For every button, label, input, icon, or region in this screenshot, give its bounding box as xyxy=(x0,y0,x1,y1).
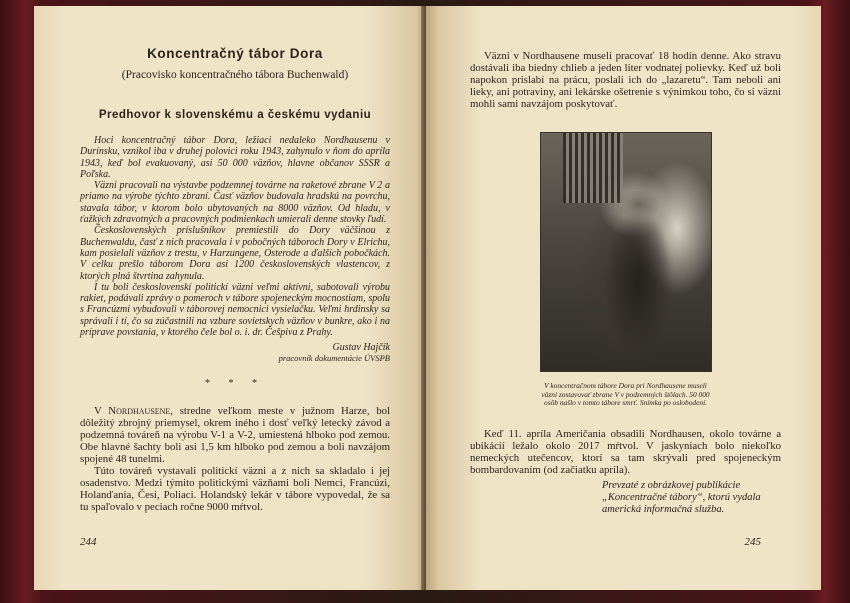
body-text xyxy=(80,405,390,513)
foreword-paragraph: Väzni pracovali na výstavbe podzemnej továrne na raketové zbrane V 2 a priamo na výrobe týchto zbraní. Časť väzňov budovala hradskú na povrchu, stavala tábor, v ktorom bolo ubytovaných na 8000 väzňov. Od hladu, v ťažkých zdravotných a pracovných podmienkach umierali denne stovky ľudí. xyxy=(80,180,390,226)
signature-role: pracovník dokumentácie ÚVSPB xyxy=(278,353,390,364)
chapter-subtitle: (Pracovisko koncentračného tábora Buchenwald) xyxy=(121,69,349,81)
body-paragraph: Väzni v Nordhausene museli pracovať 18 hodín denne. Ako stravu dostávali iba biedny chlieb a jeden liter vodnatej polievky. Keď už boli napokon prislabí na prácu, poslali ich do „lazaretu“. Tam neboli ani lieky, ani potraviny, ani lekárske ošetrenie s výnimkou toho, čo si väzni mohli sami navzájom poskytovať. xyxy=(470,50,781,110)
prisoner-photo xyxy=(540,132,712,372)
foreword-paragraph: I tu boli československí politickí väzni veľmi aktívni, sabotovali výrobu rakiet, podávali zprávy o pomeroch v tábore spojeneckým mocnostiam, spolu s Francúzmi vybudovali v táborovej nemocnici vysielačku. Veľmi hrdinsky sa správali i tí, čo sa zúčastnili na vzbure sovietskych väzňov v bunkre, ako i na príprave povstania, v ktorého čele bol o. i. dr. Češpiva z Prahy. xyxy=(80,281,390,339)
body-prefix: V xyxy=(94,405,102,418)
body-paragraph: Túto továreň vystavali politickí väzni a z nich sa skladalo i jej osadenstvo. Medzi týmito politickými väzňami boli Nemci, Francúzi, Holanďania, Česi, Poliaci. Holandský lekár v tábore vypovedal, že sa tu spaľovalo v peciach ročne 9000 mŕtvol. xyxy=(80,465,390,514)
chapter-title: Koncentračný tábor Dora xyxy=(147,46,323,61)
signature-name: Gustav Hajčík xyxy=(332,342,390,354)
foreword-heading: Predhovor k slovenskému a českému vydaniu xyxy=(98,109,372,121)
foreword-text xyxy=(80,135,390,338)
right-body-bottom xyxy=(470,428,781,476)
left-page xyxy=(34,6,424,590)
source-note: Prevzaté z obrázkovej publikácie „Koncentračné tábory“, ktorú vydala americká informačná služba. xyxy=(602,479,761,515)
body-first-rest: stredne veľkom meste v južnom Harze, bol dôležitý zbrojný priemysel, okrem iného i dosť veľký letecký závod a podzemná továreň na výrobu V-1 a V-2, umiestená hlboko pod zemou. Obe hlavné šachty boli asi 1,5 km hlboko pod zemou a boli navzájom spojené 48 tunelmi. xyxy=(80,405,390,466)
signature xyxy=(80,342,390,364)
body-first-word: Nordhausene, xyxy=(108,405,174,418)
photo-figure xyxy=(603,191,673,361)
photo-caption: V koncentračnom tábore Dora pri Nordhausene museli väzni zostavovať zbrane V v podzemných štôlach. 50 000 osôb našlo v tomto tábore smrť. Snímka po oslobodení. xyxy=(541,381,710,408)
foreword-paragraph: Hoci koncentračný tábor Dora, ležiaci nedaleko Nordhausenu v Durínsku, vznikol iba v druhej polovici roku 1943, zahynulo v ňom do apríla 1943, keď bol evakuovaný, asi 50 000 väzňov, hlavne občanov SSSR a Poľska. xyxy=(80,135,390,180)
page-number-right: 245 xyxy=(744,536,761,548)
body-paragraph: Keď 11. apríla Američania obsadili Nordhausen, okolo továrne a ubikácií ležalo okolo 2017 mŕtvol. V jaskyniach bolo niekoľko nemeckých utečencov, ktorí sa tam skrývali pred spojeneckým bombardovaním (od začiatku apríla). xyxy=(470,427,781,476)
section-divider: * * * xyxy=(205,378,265,390)
body-paragraph xyxy=(80,405,390,465)
foreword-paragraph: Československých príslušníkov premiestili do Dory väčšinou z Buchenwaldu, časť z nich pracovala i v pobočných táboroch Dory v Elrichu, kam posielali väzňov z trestu, v Harzungene, Osterode a ďalších pobočkách. V celku prešlo táborom Dora asi 1200 československých vlastencov, z ktorých plná štvrtina zahynula. xyxy=(80,225,390,282)
page-number-left: 244 xyxy=(80,536,97,548)
right-body-top xyxy=(470,50,781,110)
right-page xyxy=(426,6,821,590)
